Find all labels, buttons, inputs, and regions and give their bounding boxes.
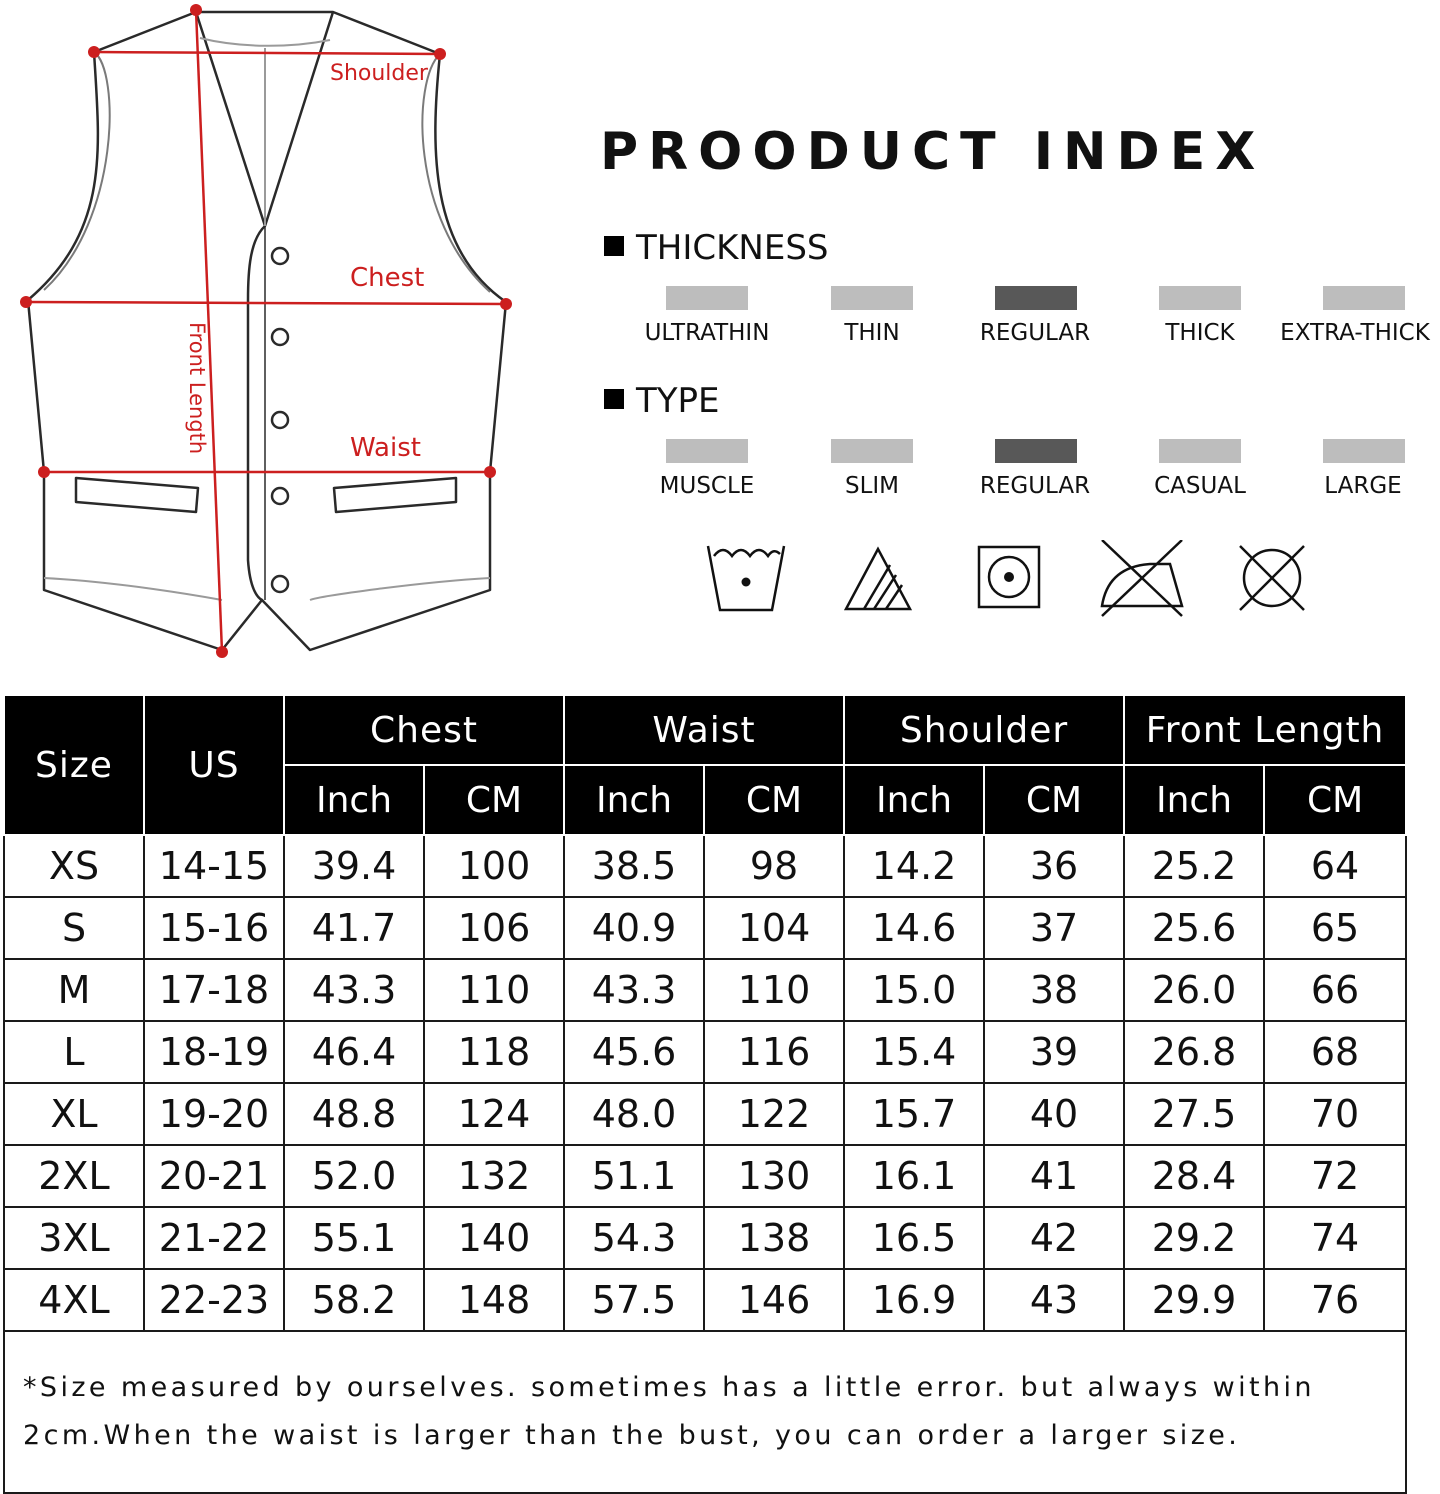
table-cell: 15.7 [844,1083,984,1145]
type-bar-muscle [666,439,748,463]
type-bar-slim [831,439,913,463]
table-cell: 41 [984,1145,1124,1207]
thickness-label: EXTRA-THICK [1280,320,1430,346]
table-cell: 15.4 [844,1021,984,1083]
table-row [4,1145,1406,1207]
thickness-bar-ultrathin [666,286,748,310]
type-label: MUSCLE [659,473,755,499]
table-row [4,1083,1406,1145]
thickness-label: THICK [1165,320,1235,346]
header-unit-inch: Inch [844,765,984,835]
left-pocket [76,478,198,512]
chest-measure-line [26,302,506,304]
table-cell: 54.3 [564,1207,704,1269]
table-cell: 138 [704,1207,844,1269]
product-index-title: PROODUCT INDEX [600,122,1266,182]
table-cell: 132 [424,1145,564,1207]
chest-label: Chest [350,263,425,293]
table-cell: 106 [424,897,564,959]
header-unit-cm: CM [704,765,844,835]
table-cell: 22-23 [144,1269,284,1331]
table-cell: 66 [1264,959,1406,1021]
no-iron-icon [1100,540,1184,620]
table-cell: 116 [704,1021,844,1083]
header-waist: Waist [564,695,844,765]
table-cell: 104 [704,897,844,959]
vest-button [272,329,288,345]
vest-button [272,412,288,428]
table-cell: 41.7 [284,897,424,959]
table-cell: 18-19 [144,1021,284,1083]
table-cell: 39.4 [284,835,424,897]
table-cell: 57.5 [564,1269,704,1331]
table-cell: 74 [1264,1207,1406,1269]
table-row [4,1021,1406,1083]
right-pocket [334,478,456,512]
table-cell: 2XL [4,1145,144,1207]
front-length-label: Front Length [185,322,209,455]
type-bar-large [1323,439,1405,463]
table-cell: 140 [424,1207,564,1269]
table-cell: 122 [704,1083,844,1145]
table-cell: 38.5 [564,835,704,897]
table-cell: 43 [984,1269,1124,1331]
vest-button [272,576,288,592]
header-unit-inch: Inch [1124,765,1264,835]
table-cell: 15.0 [844,959,984,1021]
table-cell: 45.6 [564,1021,704,1083]
thickness-bar-regular [995,286,1077,310]
type-bar-casual [1159,439,1241,463]
table-cell: 28.4 [1124,1145,1264,1207]
table-cell: 52.0 [284,1145,424,1207]
table-row [4,835,1406,897]
table-cell: 39 [984,1021,1124,1083]
table-cell: 29.9 [1124,1269,1264,1331]
table-cell: 55.1 [284,1207,424,1269]
table-cell: 14.6 [844,897,984,959]
table-cell: 51.1 [564,1145,704,1207]
table-cell: 146 [704,1269,844,1331]
header-unit-cm: CM [1264,765,1406,835]
vest-diagram [0,0,560,670]
table-cell: 21-22 [144,1207,284,1269]
table-cell: 29.2 [1124,1207,1264,1269]
table-cell: 124 [424,1083,564,1145]
table-cell: 25.6 [1124,897,1264,959]
table-cell: 16.9 [844,1269,984,1331]
table-cell: 130 [704,1145,844,1207]
header-unit-cm: CM [984,765,1124,835]
table-cell: 48.0 [564,1083,704,1145]
table-cell: 15-16 [144,897,284,959]
square-bullet-icon [604,236,624,256]
thickness-bar-thin [831,286,913,310]
table-cell: 42 [984,1207,1124,1269]
square-bullet-icon [604,389,624,409]
table-cell: 118 [424,1021,564,1083]
table-cell: 110 [424,959,564,1021]
thickness-label: REGULAR [979,320,1091,346]
table-cell: 27.5 [1124,1083,1264,1145]
header-unit-inch: Inch [284,765,424,835]
table-cell: 25.2 [1124,835,1264,897]
table-cell: 40 [984,1083,1124,1145]
thickness-bar-thick [1159,286,1241,310]
size-chart-table [3,694,1407,1494]
table-cell: XL [4,1083,144,1145]
type-bar-regular [995,439,1077,463]
table-row [4,959,1406,1021]
no-dry-clean-icon [1238,544,1318,624]
table-cell: 20-21 [144,1145,284,1207]
table-cell: 46.4 [284,1021,424,1083]
table-cell: 148 [424,1269,564,1331]
table-cell: 43.3 [284,959,424,1021]
waist-label: Waist [350,433,421,463]
shoulder-measure-line [94,52,440,54]
table-cell: 14-15 [144,835,284,897]
header-size: Size [4,695,144,835]
thickness-bar-extra-thick [1323,286,1405,310]
type-heading: TYPE [604,381,720,421]
table-cell: 98 [704,835,844,897]
table-cell: 26.0 [1124,959,1264,1021]
type-label: LARGE [1324,473,1402,499]
header-front-length: Front Length [1124,695,1406,765]
table-cell: 17-18 [144,959,284,1021]
table-cell: 3XL [4,1207,144,1269]
hand-wash-icon [706,542,786,622]
table-cell: 72 [1264,1145,1406,1207]
bleach-icon [842,545,922,625]
table-cell: 40.9 [564,897,704,959]
table-cell: 110 [704,959,844,1021]
header-unit-inch: Inch [564,765,704,835]
table-row [4,1207,1406,1269]
table-cell: 100 [424,835,564,897]
table-cell: 37 [984,897,1124,959]
vest-button [272,248,288,264]
table-cell: 64 [1264,835,1406,897]
table-cell: S [4,897,144,959]
vest-outline [28,12,506,650]
table-cell: 36 [984,835,1124,897]
table-cell: 68 [1264,1021,1406,1083]
size-note: *Size measured by ourselves. sometimes has a little error. but always within 2cm.When the waist is larger than the bust, you can order a larger size. [4,1331,1406,1493]
table-cell: 14.2 [844,835,984,897]
table-cell: XS [4,835,144,897]
type-label: REGULAR [979,473,1091,499]
table-cell: 19-20 [144,1083,284,1145]
table-cell: 38 [984,959,1124,1021]
table-cell: 58.2 [284,1269,424,1331]
table-cell: 16.5 [844,1207,984,1269]
header-unit-cm: CM [424,765,564,835]
table-cell: 70 [1264,1083,1406,1145]
vest-button [272,488,288,504]
table-cell: 48.8 [284,1083,424,1145]
header-us: US [144,695,284,835]
table-cell: 65 [1264,897,1406,959]
table-cell: 43.3 [564,959,704,1021]
table-row [4,897,1406,959]
thickness-label: THIN [844,320,900,346]
type-label: CASUAL [1154,473,1246,499]
thickness-heading: THICKNESS [604,228,828,268]
type-label: SLIM [844,473,900,499]
table-cell: L [4,1021,144,1083]
header-shoulder: Shoulder [844,695,1124,765]
table-cell: 4XL [4,1269,144,1331]
table-cell: M [4,959,144,1021]
thickness-label: ULTRATHIN [644,320,770,346]
table-cell: 16.1 [844,1145,984,1207]
tumble-dry-icon [976,544,1056,624]
shoulder-label: Shoulder [330,61,428,86]
header-chest: Chest [284,695,564,765]
table-row [4,1269,1406,1331]
table-cell: 26.8 [1124,1021,1264,1083]
table-cell: 76 [1264,1269,1406,1331]
